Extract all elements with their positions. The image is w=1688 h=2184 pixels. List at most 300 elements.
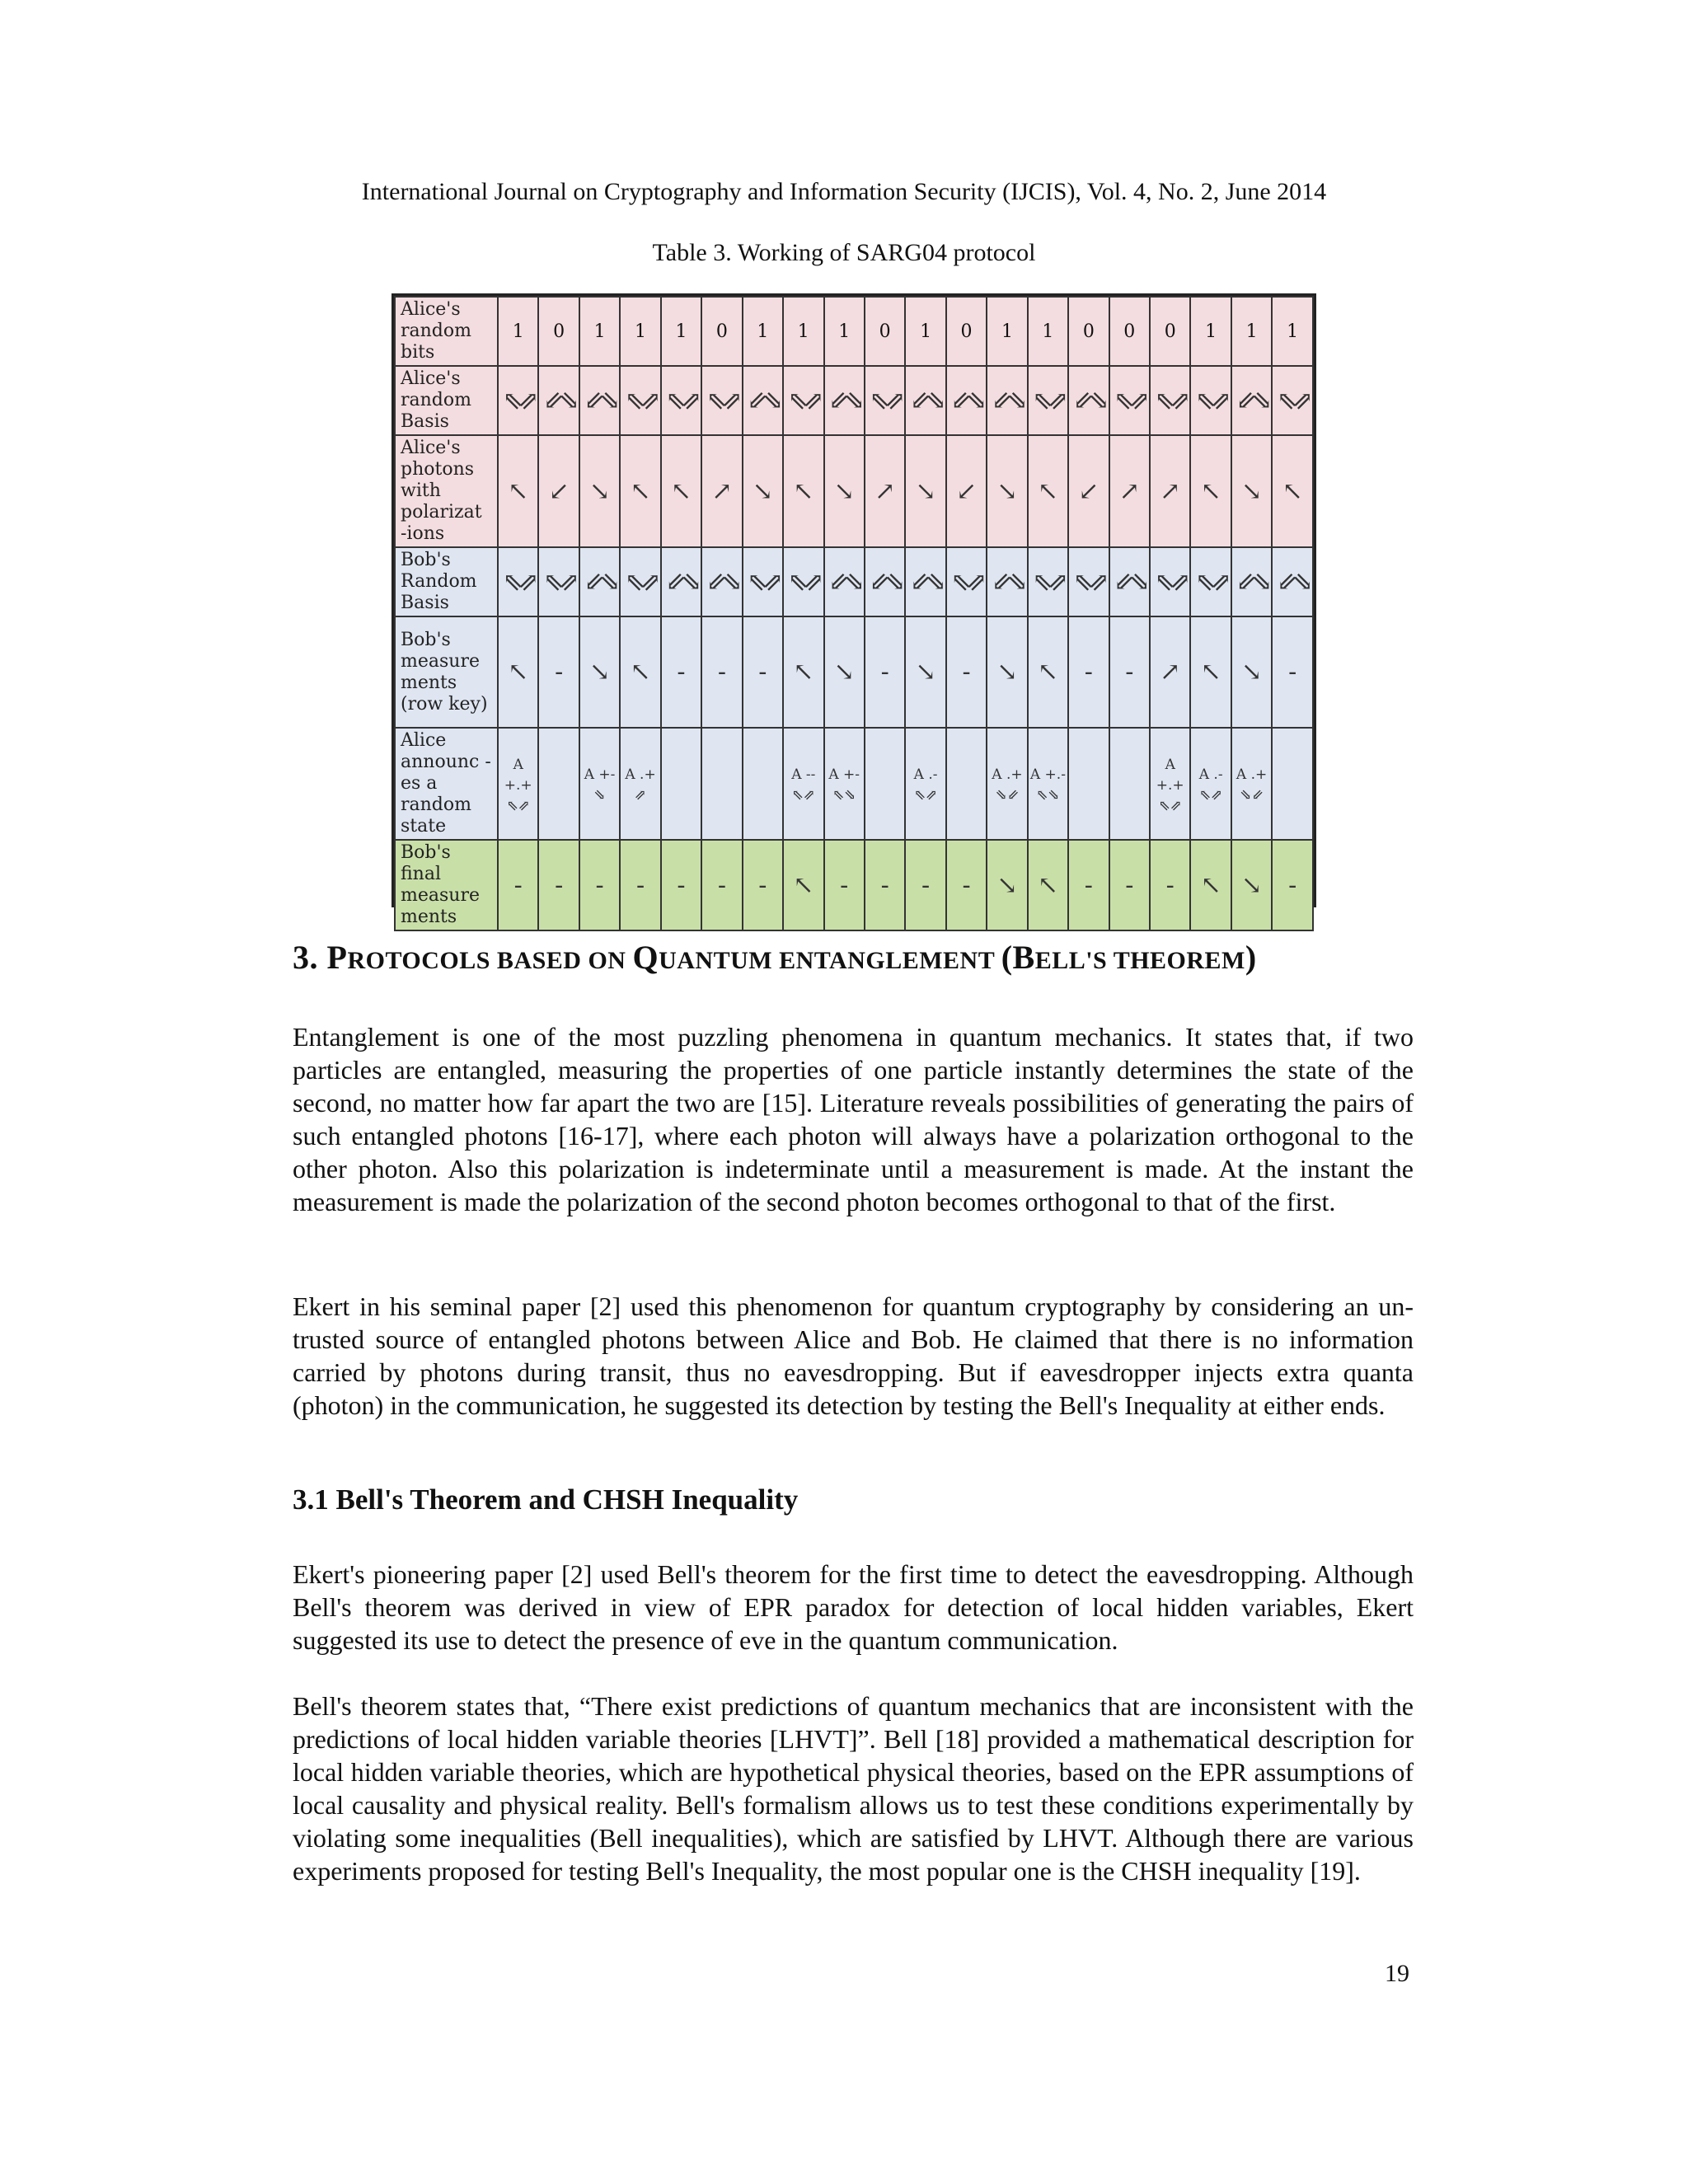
table-cell: [743, 435, 783, 547]
polarization-arrow-icon: ↙: [955, 476, 978, 506]
basis-icon: ⇙⇘: [543, 386, 575, 415]
polarization-arrow-icon: -: [1288, 870, 1297, 900]
basis-icon: ⇖⇗: [1032, 567, 1064, 597]
table-cell: [1068, 366, 1109, 435]
section-heading: [293, 938, 1257, 977]
table-cell: [498, 616, 538, 728]
polarization-arrow-icon: -: [677, 658, 686, 687]
table-cell: [1272, 435, 1313, 547]
table-cell: [661, 547, 701, 616]
table-cell: [1231, 297, 1272, 366]
polarization-arrow-icon: ↖: [1037, 658, 1058, 687]
table-cell: [701, 435, 742, 547]
table-cell: [701, 728, 742, 840]
polarization-arrow-icon: ↖: [1200, 870, 1221, 900]
bit-value: 1: [1205, 321, 1217, 342]
table-cell: [538, 616, 579, 728]
polarization-arrow-icon: ↘: [996, 870, 1018, 900]
table-row: [395, 366, 1313, 435]
basis-icon: ⇖⇗: [1195, 386, 1227, 415]
polarization-arrow-icon: -: [840, 870, 849, 900]
polarization-arrow-icon: -: [1084, 870, 1093, 900]
basis-icon: ⇙⇘: [991, 567, 1024, 597]
table-cell: [701, 366, 742, 435]
table-cell: [905, 297, 945, 366]
announced-state: A .- ⇖⇗: [913, 766, 938, 804]
paragraph-bells-theorem: Bell's theorem states that, “There exist predictions of quantum mechanics that are inconsistent with the predictions of local hidden variable theories [LHVT]”. Bell [18] provided a mathematical description for local hidden variable theories, which are hypothetical physical theories, based on the EPR assumptions of local causality and physical reality. Bell's formalism allows us to test these conditions experimentally by violating some inequalities (Bell inequalities), which are satisfied by LHVT. Although there are various experiments proposed for testing Bell's Inequality, the most popular one is the CHSH inequality [19].: [293, 1691, 1414, 1886]
table-cell: [701, 616, 742, 728]
basis-icon: ⇙⇘: [828, 567, 860, 597]
table-cell: [905, 616, 945, 728]
basis-icon: ⇖⇗: [502, 386, 534, 415]
polarization-arrow-icon: ↖: [1037, 870, 1058, 900]
table-cell: [865, 366, 905, 435]
basis-icon: ⇙⇘: [950, 386, 982, 415]
polarization-arrow-icon: ↘: [1241, 658, 1263, 687]
table-cell: [1028, 435, 1068, 547]
table-cell: [1231, 547, 1272, 616]
announced-state: A +- ⇖⇘: [828, 766, 860, 804]
polarization-arrow-icon: ↖: [793, 658, 814, 687]
table-cell: [783, 616, 823, 728]
polarization-arrow-icon: ↖: [670, 476, 692, 506]
table-cell: [824, 297, 865, 366]
table-cell: [661, 366, 701, 435]
polarization-arrow-icon: ↘: [752, 476, 773, 506]
table-cell: [1150, 616, 1190, 728]
table-cell: [1190, 840, 1231, 930]
table-cell: [946, 840, 987, 930]
table-cell: [946, 435, 987, 547]
table-cell: [946, 366, 987, 435]
table-cell: [783, 435, 823, 547]
bit-value: 1: [1287, 321, 1299, 342]
basis-icon: ⇖⇗: [1154, 567, 1186, 597]
table-cell: [1272, 297, 1313, 366]
table-cell: [946, 297, 987, 366]
basis-icon: ⇙⇘: [747, 386, 779, 415]
table-cell: [579, 547, 620, 616]
table-cell: [661, 840, 701, 930]
table-cell: [865, 840, 905, 930]
table-cell: [946, 728, 987, 840]
polarization-arrow-icon: ↖: [630, 658, 651, 687]
table-cell: [1109, 547, 1150, 616]
table-cell: [743, 297, 783, 366]
polarization-arrow-icon: ↙: [548, 476, 570, 506]
polarization-arrow-icon: -: [717, 870, 726, 900]
bit-value: 1: [635, 321, 647, 342]
announced-state: A +.- ⇖⇘: [1029, 766, 1066, 804]
table-cell: [1150, 728, 1190, 840]
basis-icon: ⇖⇗: [787, 386, 819, 415]
polarization-arrow-icon: -: [880, 658, 889, 687]
polarization-arrow-icon: ↘: [915, 658, 936, 687]
table-cell: [579, 616, 620, 728]
polarization-arrow-icon: -: [513, 870, 523, 900]
basis-icon: ⇙⇘: [1072, 386, 1104, 415]
table-cell: [1190, 366, 1231, 435]
polarization-arrow-icon: ↖: [793, 870, 814, 900]
table-cell: [987, 616, 1027, 728]
paragraph-ekert-pioneering: Ekert's pioneering paper [2] used Bell's theorem for the first time to detect the eavesdropping. Although Bell's theorem was derived in view of EPR paradox for detection of local hidden variables, Ekert suggested its use to detect the presence of eve in the quantum communication.: [293, 1559, 1414, 1655]
table-cell: [1068, 616, 1109, 728]
polarization-arrow-icon: ↖: [508, 658, 529, 687]
bit-value: 1: [1245, 321, 1258, 342]
table-cell: [620, 366, 660, 435]
table-cell: [538, 435, 579, 547]
table-cell: [1190, 297, 1231, 366]
basis-icon: ⇖⇗: [1032, 386, 1064, 415]
table-cell: [498, 840, 538, 930]
row-label: Bob's Random Basis: [395, 547, 498, 616]
running-head: International Journal on Cryptography and Information Security (IJCIS), Vol. 4, No. 2, June 2014: [361, 178, 1327, 205]
table-cell: [1028, 728, 1068, 840]
polarization-arrow-icon: -: [555, 870, 564, 900]
polarization-arrow-icon: -: [635, 870, 645, 900]
table-cell: [1272, 616, 1313, 728]
table-cell: [824, 435, 865, 547]
bit-value: 1: [1001, 321, 1013, 342]
bit-value: 1: [1042, 321, 1054, 342]
bit-value: 1: [757, 321, 769, 342]
bit-value: 0: [1123, 321, 1136, 342]
table-cell: [1231, 840, 1272, 930]
table-cell: [987, 728, 1027, 840]
table-cell: [783, 728, 823, 840]
table-cell: [987, 297, 1027, 366]
table-row: [395, 297, 1313, 366]
polarization-arrow-icon: -: [1165, 870, 1175, 900]
table-cell: [1028, 547, 1068, 616]
table-cell: [1109, 840, 1150, 930]
polarization-arrow-icon: ↖: [1200, 476, 1221, 506]
table-cell: [538, 728, 579, 840]
bit-value: 1: [512, 321, 524, 342]
polarization-arrow-icon: ↘: [1241, 476, 1263, 506]
table-cell: [1150, 435, 1190, 547]
table-cell: [701, 547, 742, 616]
table-cell: [701, 840, 742, 930]
polarization-arrow-icon: ↘: [589, 476, 611, 506]
polarization-arrow-icon: ↖: [793, 476, 814, 506]
polarization-arrow-icon: -: [962, 658, 971, 687]
bit-value: 1: [593, 321, 606, 342]
polarization-arrow-icon: -: [758, 658, 767, 687]
basis-icon: ⇙⇘: [869, 567, 901, 597]
sarg04-table-grid: [394, 296, 1314, 931]
table-cell: [783, 547, 823, 616]
table-cell: [1068, 297, 1109, 366]
table-cell: [661, 297, 701, 366]
table-cell: [1272, 547, 1313, 616]
basis-icon: ⇖⇗: [543, 567, 575, 597]
basis-icon: ⇖⇗: [1154, 386, 1186, 415]
basis-icon: ⇙⇘: [584, 567, 616, 597]
basis-icon: ⇙⇘: [1114, 567, 1146, 597]
section-title-part: ROTOCOLS BASED ON: [347, 947, 633, 974]
basis-icon: ⇖⇗: [1072, 567, 1104, 597]
paragraph-entanglement: Entanglement is one of the most puzzling phenomena in quantum mechanics. It states that, if two particles are entangled, measuring the properties of one particle instantly determines the state of the second, no matter how far apart the two are [15]. Literature reveals possibilities of generating the pairs of such entangled photons [16-17], where each photon will always have a polarization orthogonal to the other photon. Also this polarization is indeterminate until a measurement is made. At the instant the measurement is made the polarization of the second photon becomes orthogonal to that of the first.: [293, 1022, 1414, 1216]
table-cell: [1190, 435, 1231, 547]
table-cell: [743, 728, 783, 840]
polarization-arrow-icon: -: [962, 870, 971, 900]
table-cell: [1190, 728, 1231, 840]
row-label: Alice's photons with polarizat -ions: [395, 435, 498, 547]
section-number: 3.: [293, 939, 318, 976]
table-cell: [946, 616, 987, 728]
table-cell: [579, 435, 620, 547]
polarization-arrow-icon: ↘: [996, 476, 1018, 506]
announced-state: A .- ⇖⇗: [1198, 766, 1223, 804]
table-cell: [987, 840, 1027, 930]
table-row: [395, 728, 1313, 840]
row-label: Bob's final measure ments: [395, 840, 498, 930]
basis-icon: ⇙⇘: [706, 567, 738, 597]
table-cell: [538, 366, 579, 435]
basis-icon: ⇖⇗: [950, 567, 982, 597]
polarization-arrow-icon: -: [717, 658, 726, 687]
table-cell: [1109, 366, 1150, 435]
table-cell: [498, 366, 538, 435]
polarization-arrow-icon: ↘: [1241, 870, 1263, 900]
polarization-arrow-icon: -: [758, 870, 767, 900]
announced-state: A +.+ ⇖⇗: [1156, 756, 1184, 814]
table-cell: [661, 616, 701, 728]
table-cell: [1109, 616, 1150, 728]
sarg04-table: [392, 293, 1316, 927]
announced-state: A .+ ⇘⇙: [992, 766, 1023, 804]
basis-icon: ⇖⇗: [747, 567, 779, 597]
table-caption: Table 3. Working of SARG04 protocol: [652, 239, 1036, 266]
table-row: [395, 547, 1313, 616]
polarization-arrow-icon: ↗: [874, 476, 896, 506]
table-cell: [579, 366, 620, 435]
basis-icon: ⇙⇘: [584, 386, 616, 415]
table-cell: [1231, 435, 1272, 547]
basis-icon: ⇙⇘: [1277, 567, 1309, 597]
paragraph-ekert: Ekert in his seminal paper [2] used this phenomenon for quantum cryptography by considering an un-trusted source of entangled photons between Alice and Bob. He claimed that there is no information carried by photons during transit, thus no eavesdropping. But if eavesdropper injects extra quanta (photon) in the communication, he suggested its detection by testing the Bell's Inequality at either ends.: [293, 1291, 1414, 1420]
table-cell: [987, 547, 1027, 616]
basis-icon: ⇖⇗: [502, 567, 534, 597]
table-cell: [865, 728, 905, 840]
table-cell: [1272, 728, 1313, 840]
polarization-arrow-icon: ↖: [1282, 476, 1303, 506]
row-label: Alice announc -es a random state: [395, 728, 498, 840]
polarization-arrow-icon: ↘: [833, 658, 855, 687]
section-title-part: P: [326, 939, 348, 976]
table-cell: [824, 547, 865, 616]
bit-value: 0: [553, 321, 565, 342]
table-cell: [1190, 616, 1231, 728]
table-cell: [1028, 297, 1068, 366]
page-number: 19: [1385, 1960, 1409, 1987]
table-cell: [743, 616, 783, 728]
table-cell: [1068, 840, 1109, 930]
table-cell: [1231, 728, 1272, 840]
basis-icon: ⇖⇗: [624, 567, 657, 597]
polarization-arrow-icon: ↗: [1160, 476, 1181, 506]
basis-icon: ⇖⇗: [665, 386, 697, 415]
polarization-arrow-icon: ↖: [508, 476, 529, 506]
table-cell: [498, 728, 538, 840]
table-cell: [905, 366, 945, 435]
polarization-arrow-icon: ↙: [1078, 476, 1100, 506]
row-label: Alice's random bits: [395, 297, 498, 366]
basis-icon: ⇙⇘: [991, 386, 1024, 415]
bit-value: 1: [920, 321, 932, 342]
section-title-part: (B: [1001, 939, 1035, 976]
polarization-arrow-icon: -: [555, 658, 564, 687]
basis-icon: ⇙⇘: [1236, 567, 1268, 597]
bit-value: 0: [715, 321, 728, 342]
table-cell: [1068, 728, 1109, 840]
basis-icon: ⇙⇘: [909, 567, 942, 597]
table-cell: [1190, 547, 1231, 616]
polarization-arrow-icon: -: [595, 870, 604, 900]
table-cell: [620, 547, 660, 616]
table-row: [395, 435, 1313, 547]
polarization-arrow-icon: -: [1288, 658, 1297, 687]
table-cell: [824, 366, 865, 435]
table-cell: [905, 547, 945, 616]
table-cell: [905, 840, 945, 930]
table-cell: [579, 297, 620, 366]
polarization-arrow-icon: ↖: [1200, 658, 1221, 687]
section-title-part: UANTUM ENTANGLEMENT: [659, 947, 1001, 974]
announced-state: A -- ⇖⇗: [791, 766, 816, 804]
table-cell: [1150, 840, 1190, 930]
subsection-heading: 3.1 Bell's Theorem and CHSH Inequality: [293, 1483, 799, 1516]
bit-value: 1: [675, 321, 687, 342]
section-title-part: Q: [632, 939, 659, 976]
basis-icon: ⇖⇗: [787, 567, 819, 597]
polarization-arrow-icon: -: [880, 870, 889, 900]
table-cell: [946, 547, 987, 616]
table-cell: [1068, 435, 1109, 547]
table-cell: [620, 616, 660, 728]
basis-icon: ⇙⇘: [665, 567, 697, 597]
polarization-arrow-icon: ↘: [915, 476, 936, 506]
polarization-arrow-icon: -: [677, 870, 686, 900]
table-cell: [1272, 840, 1313, 930]
table-cell: [824, 616, 865, 728]
polarization-arrow-icon: -: [1084, 658, 1093, 687]
polarization-arrow-icon: ↘: [996, 658, 1018, 687]
table-cell: [620, 297, 660, 366]
table-cell: [824, 728, 865, 840]
section-title-part: ELL'S THEOREM: [1034, 947, 1245, 974]
table-cell: [661, 435, 701, 547]
table-cell: [987, 366, 1027, 435]
announced-state: A +- ⇘: [584, 766, 616, 804]
polarization-arrow-icon: -: [1125, 870, 1134, 900]
table-cell: [538, 840, 579, 930]
table-cell: [1109, 297, 1150, 366]
bit-value: 0: [960, 321, 973, 342]
table-cell: [743, 547, 783, 616]
table-cell: [865, 297, 905, 366]
basis-icon: ⇖⇗: [706, 386, 738, 415]
table-cell: [498, 435, 538, 547]
table-cell: [1150, 366, 1190, 435]
polarization-arrow-icon: ↗: [1118, 476, 1140, 506]
table-cell: [1231, 616, 1272, 728]
table-cell: [1150, 297, 1190, 366]
table-cell: [498, 297, 538, 366]
table-cell: [783, 297, 823, 366]
table-row: [395, 840, 1313, 930]
table-cell: [1028, 366, 1068, 435]
polarization-arrow-icon: ↖: [1037, 476, 1058, 506]
basis-icon: ⇙⇘: [1236, 386, 1268, 415]
table-cell: [620, 728, 660, 840]
announced-state: A .+ ⇗: [625, 766, 656, 804]
bit-value: 0: [879, 321, 891, 342]
table-cell: [905, 728, 945, 840]
row-label: Bob's measure ments (row key): [395, 616, 498, 728]
bit-value: 0: [1082, 321, 1095, 342]
table-cell: [1150, 547, 1190, 616]
table-cell: [579, 840, 620, 930]
polarization-arrow-icon: -: [1125, 658, 1134, 687]
table-cell: [1068, 547, 1109, 616]
table-cell: [865, 547, 905, 616]
bit-value: 1: [797, 321, 809, 342]
table-cell: [865, 616, 905, 728]
basis-icon: ⇖⇗: [624, 386, 657, 415]
basis-icon: ⇙⇘: [828, 386, 860, 415]
table-cell: [824, 840, 865, 930]
basis-icon: ⇖⇗: [1195, 567, 1227, 597]
polarization-arrow-icon: ↘: [589, 658, 611, 687]
table-cell: [783, 840, 823, 930]
announced-state: A .+ ⇘⇙: [1236, 766, 1268, 804]
table-cell: [620, 840, 660, 930]
table-cell: [905, 435, 945, 547]
table-cell: [579, 728, 620, 840]
table-cell: [743, 366, 783, 435]
polarization-arrow-icon: ↘: [833, 476, 855, 506]
polarization-arrow-icon: -: [921, 870, 931, 900]
polarization-arrow-icon: ↖: [630, 476, 651, 506]
table-cell: [1028, 840, 1068, 930]
table-cell: [743, 840, 783, 930]
row-label: Alice's random Basis: [395, 366, 498, 435]
basis-icon: ⇖⇗: [1277, 386, 1309, 415]
table-cell: [865, 435, 905, 547]
table-cell: [987, 435, 1027, 547]
table-cell: [538, 547, 579, 616]
table-cell: [1109, 728, 1150, 840]
basis-icon: ⇖⇗: [1114, 386, 1146, 415]
basis-icon: ⇖⇗: [869, 386, 901, 415]
table-cell: [661, 728, 701, 840]
table-cell: [1109, 435, 1150, 547]
announced-state: A +.+ ⇖⇗: [504, 756, 532, 814]
table-row: [395, 616, 1313, 728]
bit-value: 0: [1164, 321, 1176, 342]
table-cell: [620, 435, 660, 547]
polarization-arrow-icon: ↗: [1160, 658, 1181, 687]
table-cell: [538, 297, 579, 366]
table-cell: [1028, 616, 1068, 728]
polarization-arrow-icon: ↗: [711, 476, 733, 506]
table-cell: [498, 547, 538, 616]
section-title-part: ): [1245, 939, 1257, 976]
table-cell: [701, 297, 742, 366]
table-cell: [783, 366, 823, 435]
